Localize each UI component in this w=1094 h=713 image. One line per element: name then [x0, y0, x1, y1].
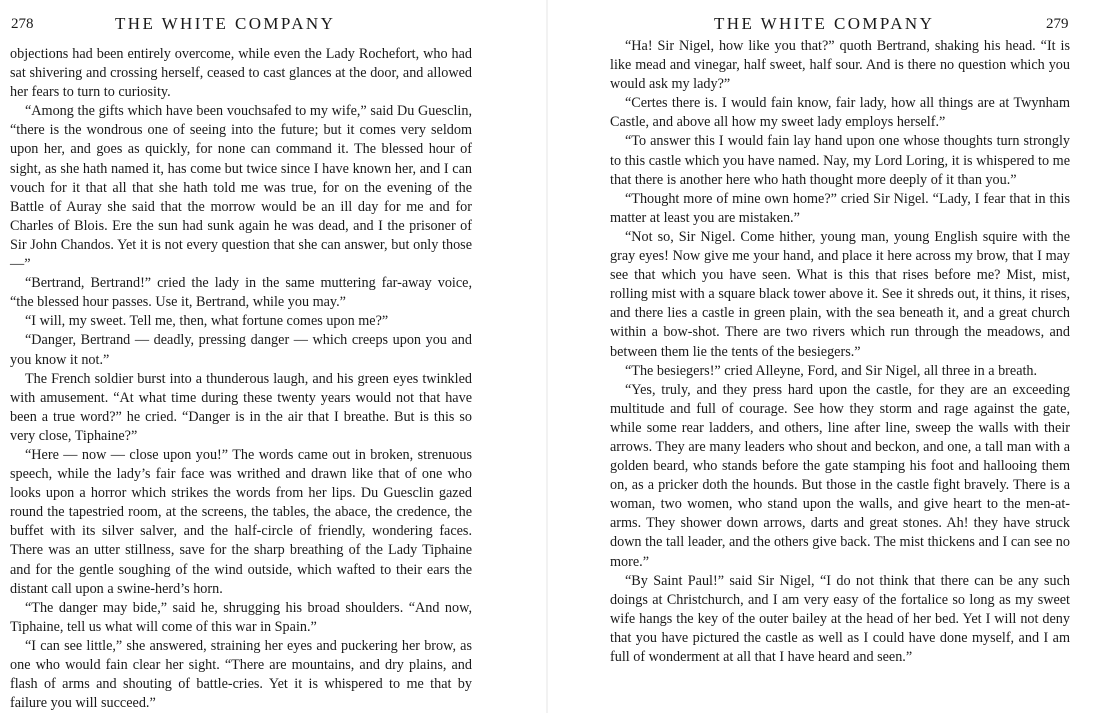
paragraph: “The besiegers!” cried Alleyne, Ford, and Sir Nigel, all three in a breath.: [625, 362, 1038, 379]
paragraph: “Here — now — close upon you!” The words came out in broken, strenuous speech, while the lady’s fair face was writhed and drawn like that of one who looks upon a horror which strikes the words from her lips. Du Guesclin gazed round the tapestried room, at the screens, the tables, the abace, the credence, the buffet with its silver salver, and the half-circle of friendly, wondering faces. There was an utter stillness, save for the sharp breathing of the Lady Tiphaine and for the gentle soughing of the wind outside, which wafted to their ears the distant call upon a swine-herd’s horn.: [10, 446, 472, 597]
paragraph: “Ha! Sir Nigel, how like you that?” quoth Bertrand, shaking his head. “It is like mead and vinegar, half sweet, half sour. And is there no question which you would ask my lady?”: [610, 38, 1070, 93]
page-number: 278: [11, 16, 34, 32]
paragraph: “Not so, Sir Nigel. Come hither, young man, young English squire with the gray eyes! Now give me your hand, and place it here across my brow, that I may see that which you have seen. What is this that rises before me? Mist, mist, rolling mist with a square black tower above it. See it shreds out, it thins, it rises, and there lies a castle in green plain, with the sea beneath it, and a great church within a bow-shot. There are two rivers which run through the meadows, and between them lie the tents of the besiegers.”: [610, 228, 1070, 360]
paragraph: “Danger, Bertrand — deadly, pressing danger — which creeps upon you and you know it not.”: [10, 332, 472, 368]
paragraph: “Among the gifts which have been vouchsafed to my wife,” said Du Guesclin, “there is the wondrous one of seeing into the future; but it comes very seldom upon her, and goes as quickly, for none can command it. The blessed hour of sight, as she hath named it, has come but twice since I have known her, and I can vouch for it that all that she hath told me was true, for on the evening of the Battle of Auray she said that the morrow would be an ill day for me and for Charles of Blois. Ere the sun had sunk again he was dead, and I the prisoner of Sir John Chandos. Yet it is not every question that she can answer, but only those —”: [10, 103, 472, 273]
right-page: [548, 0, 1094, 713]
paragraph: “By Saint Paul!” said Sir Nigel, “I do not think that there can be any such doings at Christchurch, and I am very easy of the fortalice so long as my sweet wife hangs the key of the outer bailey at the head of her bed. Yet I will not deny that you have pictured the castle as well as I could have done myself, and I am full of wonderment at all that I have heard and seen.”: [610, 572, 1070, 665]
body-text: [610, 37, 1070, 667]
page-number: 279: [1046, 16, 1069, 32]
paragraph: “The danger may bide,” said he, shrugging his broad shoulders. “And now, Tiphaine, tell us what will come of this war in Spain.”: [10, 599, 472, 635]
body-text: [10, 45, 472, 713]
paragraph: “To answer this I would fain lay hand upon one whose thoughts turn strongly to this castle which you have named. Nay, my Lord Loring, it is whispered to me that there is another here who hath thought more deeply of it than you.”: [610, 133, 1070, 188]
paragraph: The French soldier burst into a thunderous laugh, and his green eyes twinkled with amusement. “At what time during these twenty years would not that have been a true word?” he cried. “Danger is in the air that I breathe. But is this so very close, Tiphaine?”: [10, 370, 472, 444]
running-head: THE WHITE COMPANY: [115, 14, 336, 33]
paragraph: “I can see little,” she answered, straining her eyes and puckering her brow, as one who would fain clear her sight. “There are mountains, and dry plains, and flash of arms and shouting of battle-cries. Yet it is whispered to me that by failure you will succeed.”: [10, 637, 472, 712]
paragraph: “Certes there is. I would fain know, fair lady, how all things are at Twynham Castle, and above all how my sweet lady employs herself.”: [610, 95, 1070, 131]
paragraph: “Thought more of mine own home?” cried Sir Nigel. “Lady, I fear that in this matter at least you are mistaken.”: [610, 190, 1070, 226]
running-head: THE WHITE COMPANY: [714, 14, 935, 33]
paragraph: “Yes, truly, and they press hard upon the castle, for they are an exceeding multitude and full of courage. See how they storm and rage against the gate, while some rear ladders, and others, line after line, sweep the walls with their arrows. They are many leaders who shout and beckon, and one, a tall man with a golden beard, who stands before the gate stamping his foot and hallooing them on, as a pricker doth the hounds. But those in the castle fight bravely. There is a woman, two women, who stand upon the walls, and give heart to the men-at-arms. They shower down arrows, darts and great stones. Ah! they have struck down the tall leader, and the others give back. The mist thickens and I can see no more.”: [610, 381, 1070, 570]
paragraph: “I will, my sweet. Tell me, then, what fortune comes upon me?”: [25, 313, 389, 330]
paragraph: “Bertrand, Bertrand!” cried the lady in the same muttering far-away voice, “the blessed hour passes. Use it, Bertrand, while you may.”: [10, 275, 472, 311]
paragraph: objections had been entirely overcome, while even the Lady Rochefort, who had sat shivering and crossing herself, ceased to cast glances at the door, and allowed her fears to turn to curiosity.: [10, 46, 472, 101]
